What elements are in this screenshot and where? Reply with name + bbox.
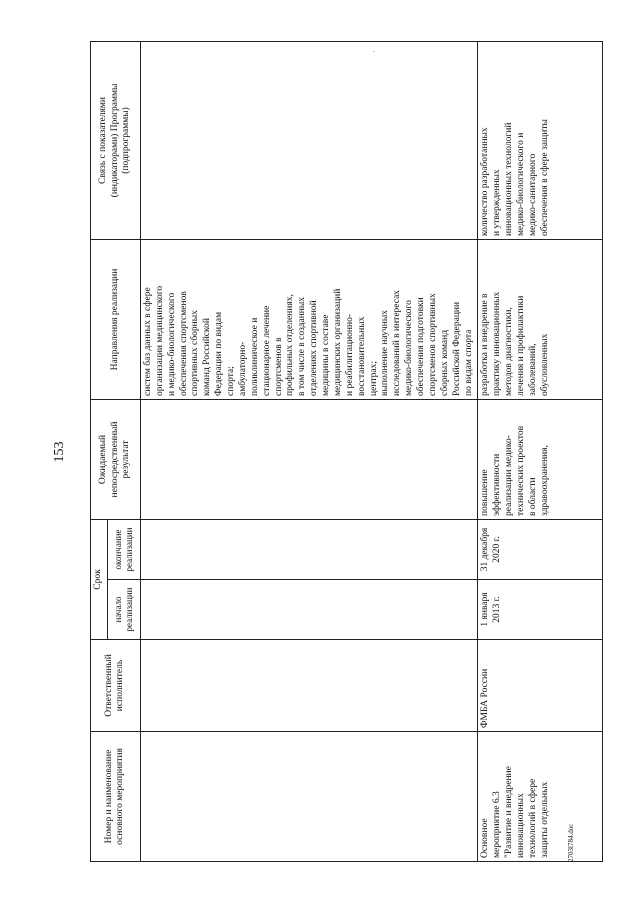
cell-end-empty bbox=[140, 519, 478, 579]
cell-measure-name: Основное мероприятие 6.3 "Развитие и внедрение инновационных технологий в сфере защиты отдельных bbox=[478, 732, 603, 862]
header-result: Ожидаемый непосредственный результат bbox=[91, 399, 141, 519]
cell-start: 1 января 2013 г. bbox=[478, 580, 603, 640]
table-row-continuation bbox=[140, 41, 478, 861]
header-directions: Направления реализации bbox=[91, 239, 141, 399]
header-term: Срок bbox=[91, 519, 108, 639]
cell-link-empty bbox=[140, 41, 478, 239]
table-row-measure-6-3 bbox=[478, 41, 603, 861]
cell-directions-continued: систем баз данных в сфере организации медицинского и медико-биологического обеспечения спортсменов спортивных сборных команд Российской Федерации по видам спорта; амбулаторно- поликлиническое и стационарное лечение спортсменов в профильных отделениях, в том числе в созданных отделениях спортивной медицины в составе медицинских организаций и реабилитационно- восстановительных центрах; выполнение научных исследований в интересах медико-биологического обеспечения подготовки спортсменов спортивных сборных команд Российской Федерации по видам спорта bbox=[140, 239, 478, 399]
page-number: 153 bbox=[52, 441, 67, 463]
header-link: Связь с показателями (индикаторами) Программы (подпрограммы) bbox=[91, 41, 141, 239]
cell-executor-empty bbox=[140, 640, 478, 732]
header-name: Номер и наименование основного мероприятия bbox=[91, 732, 141, 862]
cell-result-empty bbox=[140, 399, 478, 519]
header-start: начало реализации bbox=[107, 580, 140, 640]
cell-result: повышение эффективности реализации медико- технических проектов в области здравоохранения, bbox=[478, 399, 603, 519]
cell-directions: разработка и внедрение в практику инновационных методов диагностики, лечения и профилактики заболеваний, обусловленных bbox=[478, 239, 603, 399]
document-code: 2703l784.doc bbox=[567, 823, 575, 862]
cell-name-empty bbox=[140, 732, 478, 862]
scan-mark: · bbox=[370, 50, 379, 53]
cell-link: количество разработанных и утвержденных инновационных технологий медико-биологического и медико-санитарного обеспечения в сфере защиты bbox=[478, 41, 603, 239]
header-executor: Ответственный исполнитель bbox=[91, 640, 141, 732]
cell-end: 31 декабря 2020 г. bbox=[478, 519, 603, 579]
rotated-page bbox=[40, 42, 600, 862]
program-measures-table bbox=[90, 41, 603, 862]
cell-executor: ФМБА России bbox=[478, 640, 603, 732]
cell-start-empty bbox=[140, 580, 478, 640]
header-end: окончание реализации bbox=[107, 519, 140, 579]
header-row-1 bbox=[91, 41, 108, 861]
